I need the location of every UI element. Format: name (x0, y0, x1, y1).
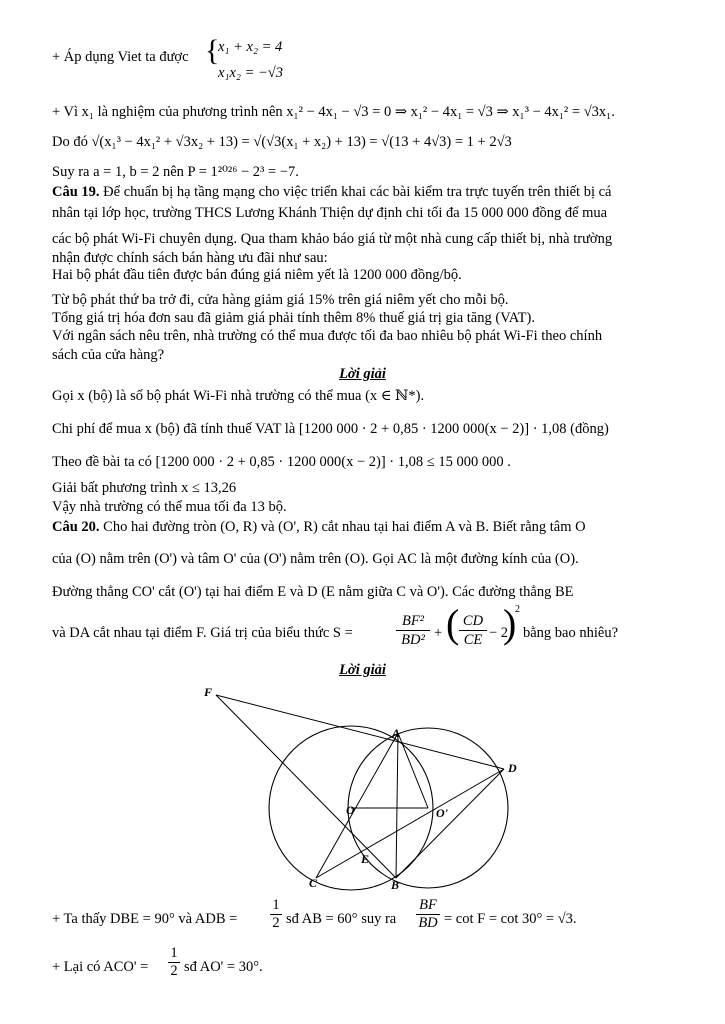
label-d: D (508, 761, 517, 775)
frac-bf-bd (396, 612, 430, 649)
q20-label: Câu 20. (52, 519, 100, 535)
bd-den: BD (418, 915, 438, 931)
label-b: B (391, 878, 400, 892)
half-num-2: 1 (168, 945, 180, 963)
q19-line9: sách của cửa hàng? (52, 347, 165, 363)
solution-heading-19: Lời giải (339, 366, 386, 382)
minus-two: − 2 (489, 625, 509, 641)
label-o-prime: O' (436, 806, 448, 820)
system-brace: { (205, 34, 220, 67)
s19-line3: Theo đề bài ta có [1200 000 · 2 + 0,85 · 1200 000(x − 2)] · 1,08 ≤ 15 000 000 . (52, 454, 511, 470)
line-fb (216, 695, 396, 878)
q19-line8: Với ngân sách nêu trên, nhà trường có thể mua được tối đa bao nhiêu bộ phát Wi-Fi theo chính (52, 328, 603, 344)
q20-line4-suffix: bằng bao nhiêu? (523, 625, 619, 641)
q19-line6: Từ bộ phát thứ ba trở đi, cửa hàng giảm giá 15% trên giá niêm yết cho mỗi bộ. (52, 292, 509, 308)
frac-bf-bd-2 (416, 897, 440, 932)
q19-text1: Để chuẩn bị hạ tầng mạng cho việc triển khai các bài kiểm tra trực tuyến trên thiết bị cá (99, 184, 612, 200)
line-cd (316, 769, 504, 878)
square-exponent: 2 (515, 604, 520, 615)
paren-open: ( (446, 601, 460, 646)
viet-line (52, 48, 189, 66)
s20-line1-suffix: = cot F = cot 30° = √3. (444, 911, 577, 927)
label-o: O (346, 803, 355, 817)
q19-label: Câu 19. (52, 184, 100, 200)
paren-close: ) (503, 601, 517, 646)
label-e: E (361, 852, 370, 866)
dodo-line: Do đó √(x₁³ − 4x₁² + √3x₂ + 13) = √(√3(x₁ + x₂) + 13) = √(13 + 4√3) = 1 + 2√3 (52, 134, 512, 150)
s20-line2-prefix: + Lại có ACO' = (52, 959, 149, 975)
bf-num: BF (416, 897, 440, 915)
line-ab (396, 733, 398, 878)
viet-prefix: + Áp dụng Viet ta được (52, 49, 189, 65)
half-den-1: 2 (272, 915, 280, 931)
s20-line1-mid: sđ AB = 60° suy ra (286, 911, 397, 927)
viet-eq2: x₁x₂ = −√3 (218, 65, 283, 81)
line-fd (216, 695, 504, 769)
q19-line7: Tổng giá trị hóa đơn sau đã giảm giá phải tính thêm 8% thuế giá trị gia tăng (VAT). (52, 310, 535, 326)
frac2-numerator: CD (459, 612, 487, 631)
half-fraction-1 (270, 897, 282, 932)
geometry-figure (0, 680, 725, 900)
solution-heading-20: Lời giải (339, 662, 386, 678)
q19-line3: các bộ phát Wi-Fi chuyên dụng. Qua tham khảo báo giá từ một nhà cung cấp thiết bị, nhà trường (52, 231, 613, 247)
frac1-denominator: BD² (401, 632, 425, 648)
plus-sign: + (434, 625, 443, 641)
label-f: F (204, 685, 213, 699)
q20-line2: của (O) nằm trên (O') và tâm O' của (O') nằm trên (O). Gọi AC là một đường kính của (O). (52, 551, 579, 567)
frac1-numerator: BF² (396, 612, 430, 631)
half-fraction-2 (168, 945, 180, 980)
viet-eq1: x₁ + x₂ = 4 (218, 39, 283, 55)
s19-line1: Gọi x (bộ) là số bộ phát Wi-Fi nhà trường có thể mua (x ∈ ℕ*). (52, 388, 425, 404)
s20-line1-prefix: + Ta thấy DBE = 90° và ADB = (52, 911, 238, 927)
q20-text1: Cho hai đường tròn (O, R) và (O', R) cắt nhau tại hai điểm A và B. Biết rằng tâm O (99, 519, 586, 535)
s20-line2-suffix: sđ AO' = 30°. (184, 959, 263, 975)
q19-line2: nhân tại lớp học, trường THCS Lương Khánh Thiện dự định chi tối đa 15 000 000 đồng để mua (52, 205, 608, 221)
frac2-denominator: CE (463, 632, 483, 648)
s19-line4: Giải bất phương trình x ≤ 13,26 (52, 480, 237, 496)
label-c: C (309, 876, 318, 890)
line-ac (316, 733, 398, 878)
q19-line4: nhận được chính sách bán hàng ưu đãi như sau: (52, 250, 328, 266)
half-den-2: 2 (170, 963, 178, 979)
s19-line2: Chi phí để mua x (bộ) đã tính thuế VAT là [1200 000 · 2 + 0,85 · 1200 000(x − 2)] · 1,08 (đồng) (52, 421, 609, 437)
frac-cd-ce (459, 612, 487, 649)
q20-line3: Đường thẳng CO' cắt (O') tại hai điểm E và D (E nằm giữa C và O'). Các đường thẳng BE (52, 584, 574, 600)
q19-line1 (52, 183, 611, 201)
root-line: + Vì x₁ là nghiệm của phương trình nên x₁² − 4x₁ − √3 = 0 ⇒ x₁² − 4x₁ = √3 ⇒ x₁³ − 4x₁² = √3x₁. (52, 104, 615, 120)
half-num-1: 1 (270, 897, 282, 915)
suyra-line: Suy ra a = 1, b = 2 nên P = 1²⁰²⁶ − 2³ = −7. (52, 164, 299, 180)
q20-line4-prefix: và DA cắt nhau tại điểm F. Giá trị của biểu thức S = (52, 625, 353, 641)
s19-line5: Vậy nhà trường có thể mua tối đa 13 bộ. (52, 499, 287, 515)
q19-line5: Hai bộ phát đầu tiên được bán đúng giá niêm yết là 1200 000 đồng/bộ. (52, 267, 462, 283)
q20-line1 (52, 518, 586, 536)
label-a: A (392, 726, 401, 740)
